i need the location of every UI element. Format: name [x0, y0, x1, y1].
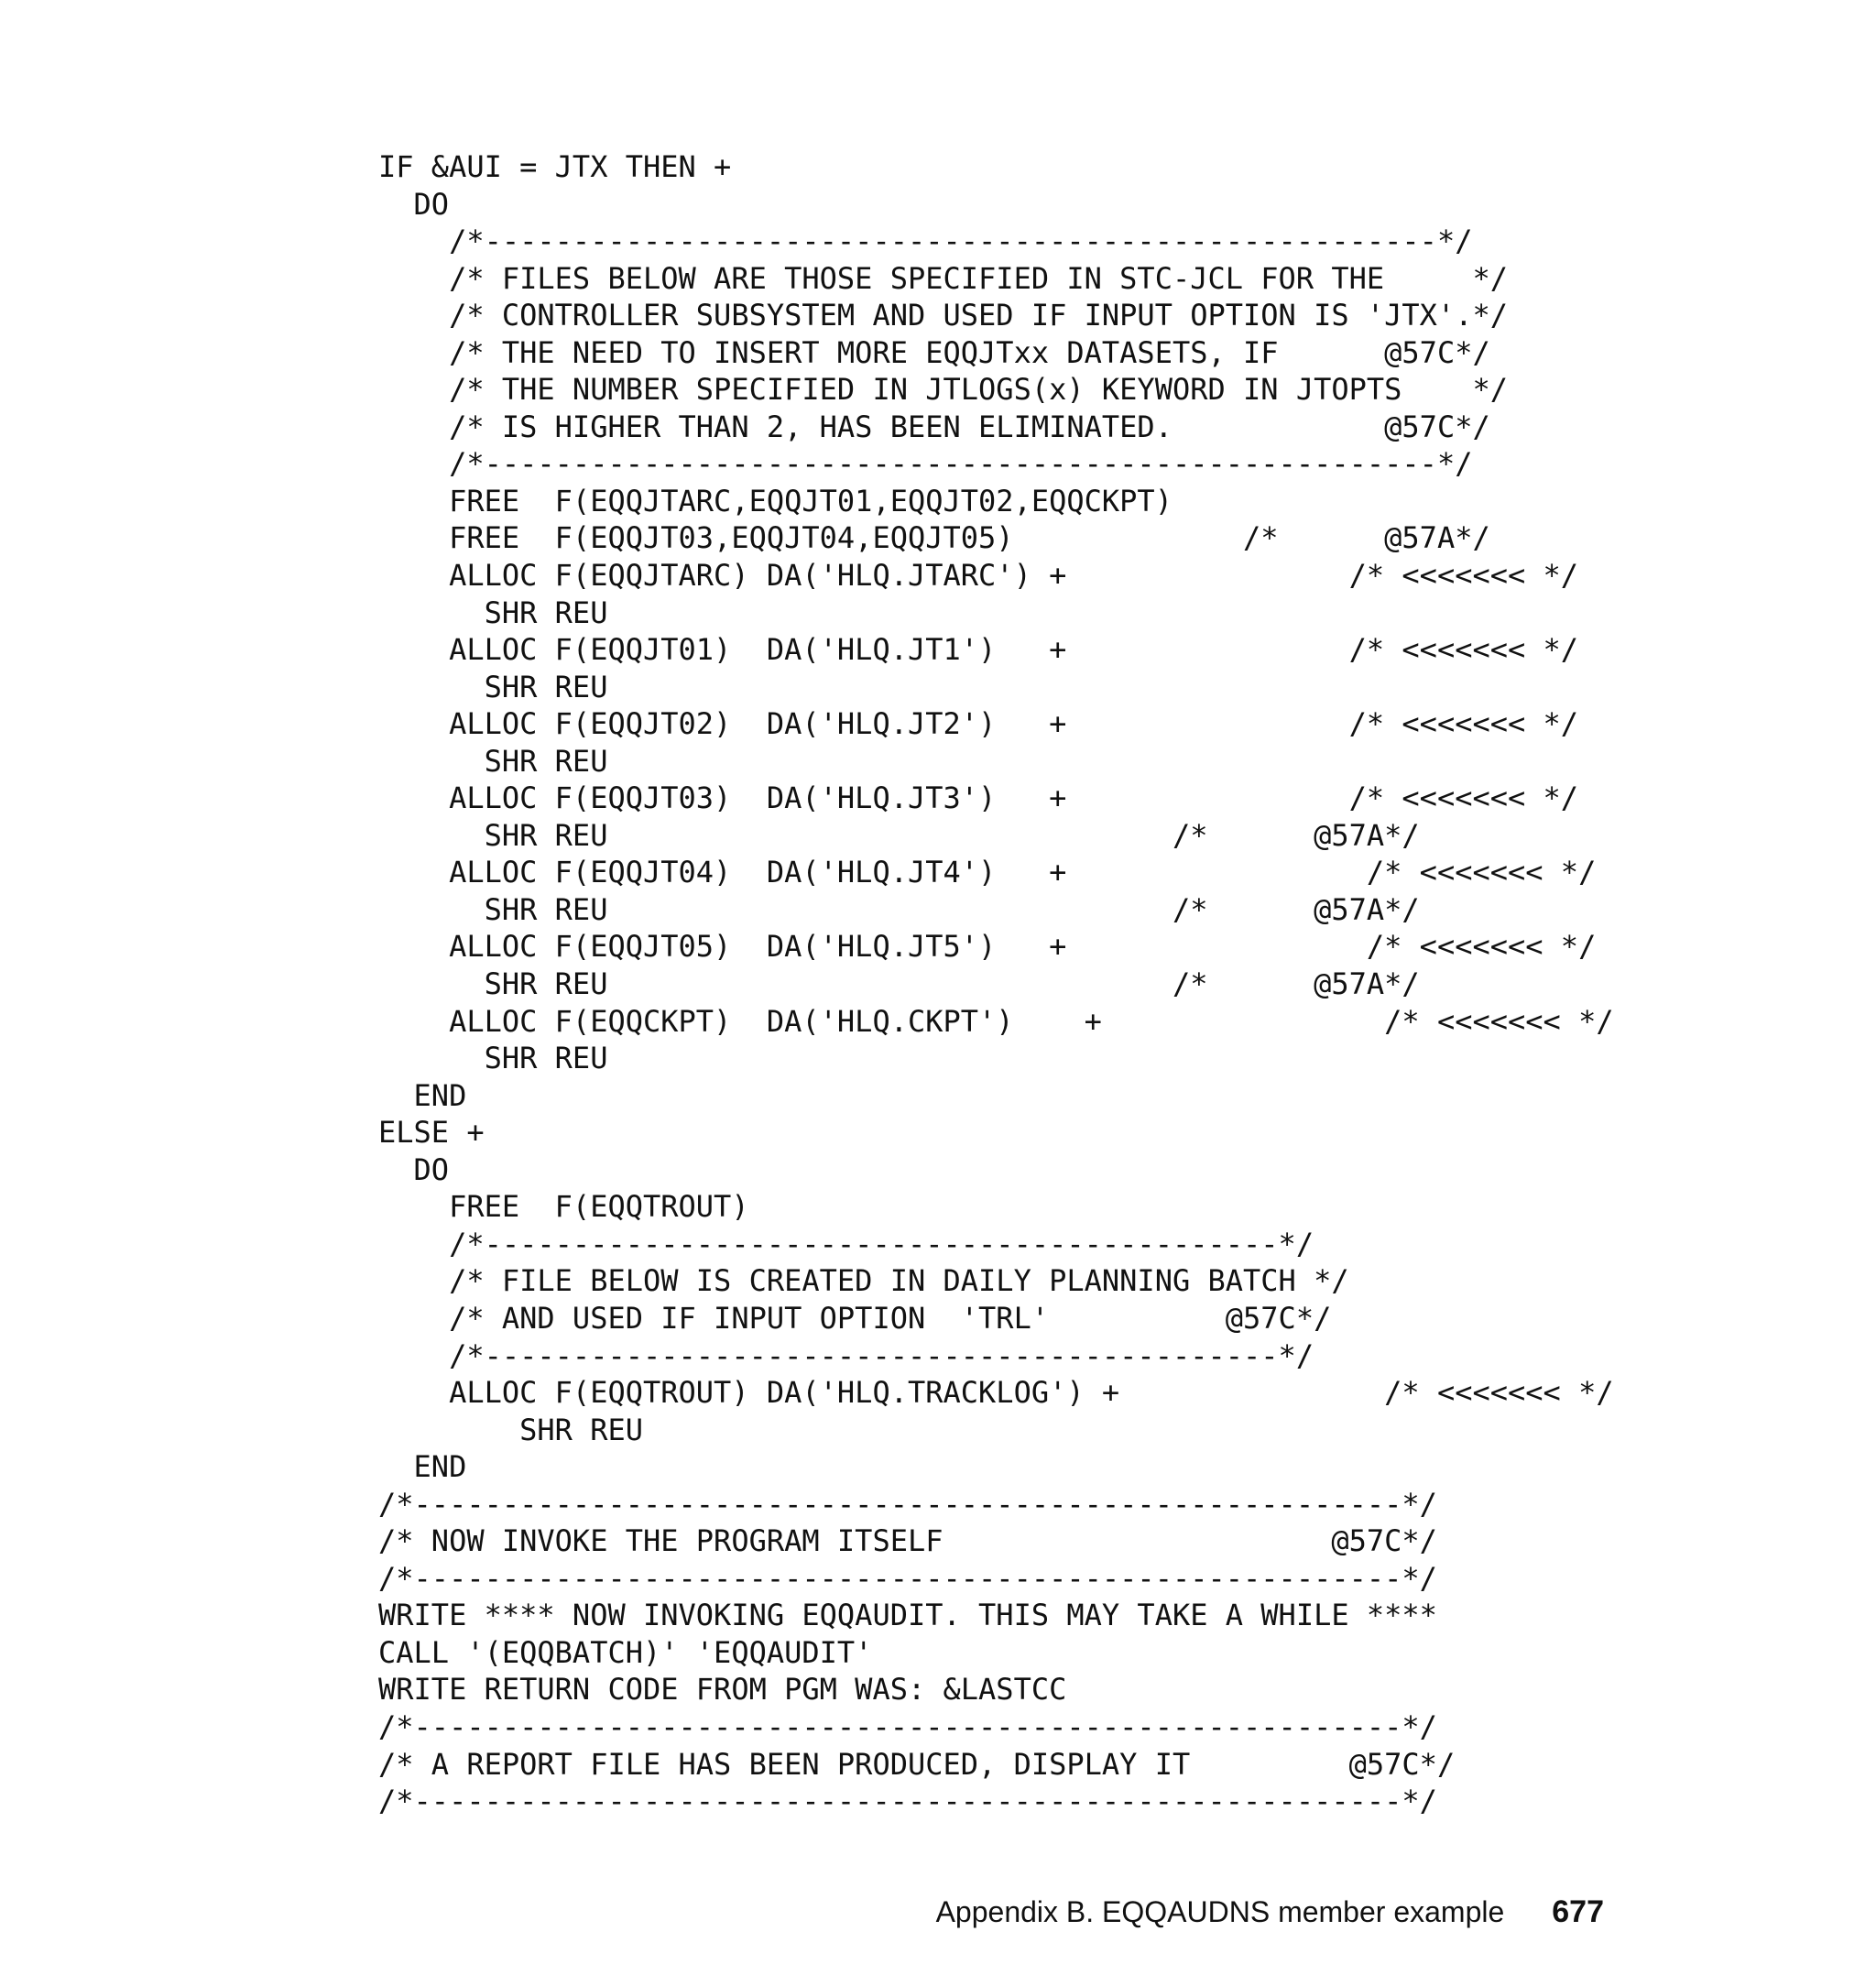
code-line: END: [378, 1449, 467, 1485]
code-line: /* CONTROLLER SUBSYSTEM AND USED IF INPUT OPTION IS 'JTX'.*/: [378, 298, 1508, 333]
code-listing: [378, 148, 1614, 1820]
code-line: SHR REU: [378, 1041, 608, 1076]
code-line: SHR REU /* @57A*/: [378, 817, 1420, 853]
code-line: SHR REU: [378, 1412, 643, 1447]
code-line: ALLOC F(EQQJT02) DA('HLQ.JT2') + /* <<<<<<< */: [378, 706, 1579, 742]
code-line: /*---------------------------------------------*/: [378, 1226, 1314, 1261]
code-line: ALLOC F(EQQJT04) DA('HLQ.JT4') + /* <<<<<<< */: [378, 855, 1597, 890]
code-line: CALL '(EQQBATCH)' 'EQQAUDIT': [378, 1634, 873, 1670]
code-line: FREE F(EQQTROUT): [378, 1189, 749, 1225]
code-line: SHR REU /* @57A*/: [378, 966, 1420, 1002]
code-line: /*------------------------------------------------------*/: [378, 224, 1473, 259]
code-line: ALLOC F(EQQTROUT) DA('HLQ.TRACKLOG') + /* <<<<<<< */: [378, 1375, 1614, 1411]
code-line: /* AND USED IF INPUT OPTION 'TRL' @57C*/: [378, 1300, 1332, 1336]
code-line: ALLOC F(EQQJT01) DA('HLQ.JT1') + /* <<<<<<< */: [378, 632, 1579, 668]
code-line: /* FILES BELOW ARE THOSE SPECIFIED IN STC-JCL FOR THE */: [378, 260, 1508, 296]
page-number: 677: [1552, 1894, 1604, 1929]
code-line: ELSE +: [378, 1115, 485, 1151]
code-line: SHR REU /* @57A*/: [378, 891, 1420, 927]
code-line: END: [378, 1077, 467, 1113]
code-line: SHR REU: [378, 743, 608, 779]
code-line: /* THE NEED TO INSERT MORE EQQJTxx DATASETS, IF @57C*/: [378, 334, 1490, 370]
code-line: ALLOC F(EQQCKPT) DA('HLQ.CKPT') + /* <<<<<<< */: [378, 1003, 1614, 1039]
code-line: DO: [378, 186, 450, 222]
code-line: SHR REU: [378, 595, 608, 630]
code-line: /*--------------------------------------------------------*/: [378, 1560, 1437, 1596]
code-line: /*--------------------------------------------------------*/: [378, 1784, 1437, 1819]
code-line: /* THE NUMBER SPECIFIED IN JTLOGS(x) KEYWORD IN JTOPTS */: [378, 372, 1508, 408]
code-line: IF &AUI = JTX THEN +: [378, 149, 732, 184]
code-line: /* IS HIGHER THAN 2, HAS BEEN ELIMINATED. @57C*/: [378, 409, 1490, 444]
code-line: ALLOC F(EQQJT03) DA('HLQ.JT3') + /* <<<<<<< */: [378, 780, 1579, 816]
code-line: /*---------------------------------------------*/: [378, 1337, 1314, 1373]
code-line: FREE F(EQQJT03,EQQJT04,EQQJT05) /* @57A*/: [378, 520, 1490, 556]
code-line: /* A REPORT FILE HAS BEEN PRODUCED, DISPLAY IT @57C*/: [378, 1746, 1456, 1782]
code-line: WRITE RETURN CODE FROM PGM WAS: &LASTCC: [378, 1672, 1067, 1708]
footer-title: Appendix B. EQQAUDNS member example: [935, 1895, 1505, 1928]
code-line: /* FILE BELOW IS CREATED IN DAILY PLANNING BATCH */: [378, 1263, 1349, 1299]
page-footer: [936, 1894, 1604, 1930]
code-line: FREE F(EQQJTARC,EQQJT01,EQQJT02,EQQCKPT): [378, 483, 1172, 518]
code-line: /*--------------------------------------------------------*/: [378, 1708, 1437, 1744]
code-line: ALLOC F(EQQJTARC) DA('HLQ.JTARC') + /* <<<<<<< */: [378, 558, 1579, 594]
code-line: /*------------------------------------------------------*/: [378, 446, 1473, 482]
code-line: /*--------------------------------------------------------*/: [378, 1486, 1437, 1522]
code-line: DO: [378, 1151, 450, 1187]
code-line: SHR REU: [378, 669, 608, 704]
code-line: ALLOC F(EQQJT05) DA('HLQ.JT5') + /* <<<<<<< */: [378, 929, 1597, 965]
code-line: WRITE **** NOW INVOKING EQQAUDIT. THIS MAY TAKE A WHILE ****: [378, 1598, 1437, 1633]
code-line: /* NOW INVOKE THE PROGRAM ITSELF @57C*/: [378, 1523, 1437, 1559]
